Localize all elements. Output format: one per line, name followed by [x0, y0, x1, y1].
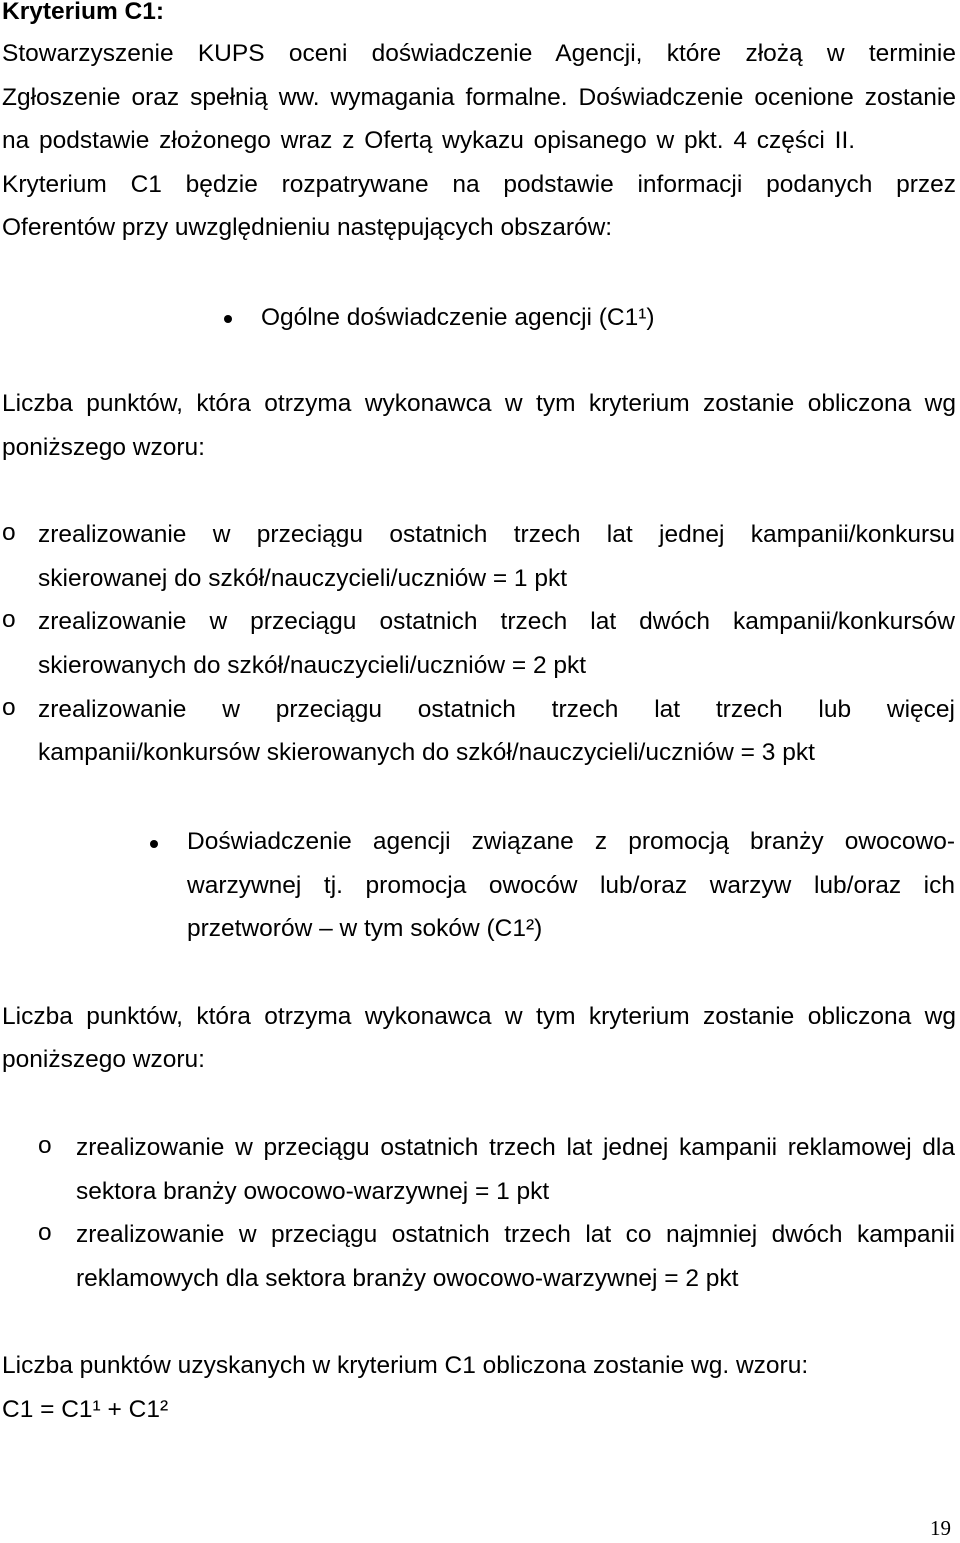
area-2-title-line-2: warzywnej tj. promocja owoców lub/oraz warzyw lub/oraz ich	[187, 872, 955, 899]
bullet-icon	[224, 315, 232, 323]
area-1-points-line-1: Liczba punktów, która otrzyma wykonawca w tym kryterium zostanie obliczona wg	[2, 390, 956, 417]
intro-line-4: Kryterium C1 będzie rozpatrywane na podstawie informacji podanych przez	[2, 171, 956, 198]
item-line-1: zrealizowanie w przeciągu ostatnich trzech lat jednej kampanii reklamowej dla	[76, 1134, 955, 1161]
item-line-2: kampanii/konkursów skierowanych do szkół/nauczycieli/uczniów = 3 pkt	[38, 739, 815, 766]
item-line-2: sektora branży owocowo-warzywnej = 1 pkt	[76, 1178, 550, 1205]
item-line-1: zrealizowanie w przeciągu ostatnich trzech lat trzech lub więcej	[38, 696, 955, 723]
circle-bullet-icon: o	[38, 1132, 52, 1159]
area-1-points-line-2: poniższego wzoru:	[2, 434, 205, 461]
area-2-title-line-3: przetworów – w tym soków (C1²)	[187, 915, 543, 942]
area-2-title-line-1: Doświadczenie agencji związane z promocją branży owocowo-	[187, 828, 955, 855]
intro-line-2: Zgłoszenie oraz spełnią ww. wymagania formalne. Doświadczenie ocenione zostanie	[2, 84, 956, 111]
item-line-1: zrealizowanie w przeciągu ostatnich trzech lat dwóch kampanii/konkursów	[38, 608, 955, 635]
item-line-2: skierowanej do szkół/nauczycieli/uczniów = 1 pkt	[38, 565, 568, 592]
item-line-2: reklamowych dla sektora branży owocowo-warzywnej = 2 pkt	[76, 1265, 739, 1292]
circle-bullet-icon: o	[38, 1219, 52, 1246]
circle-bullet-icon: o	[2, 606, 16, 633]
item-line-1: zrealizowanie w przeciągu ostatnich trzech lat jednej kampanii/konkursu	[38, 521, 955, 548]
intro-line-1: Stowarzyszenie KUPS oceni doświadczenie Agencji, które złożą w terminie	[2, 40, 956, 67]
intro-line-3: na podstawie złożonego wraz z Ofertą wykazu opisanego w pkt. 4 części II.	[2, 127, 856, 154]
item-line-1: zrealizowanie w przeciągu ostatnich trzech lat co najmniej dwóch kampanii	[76, 1221, 955, 1248]
formula: C1 = C1¹ + C1²	[2, 1396, 169, 1423]
circle-bullet-icon: o	[2, 694, 16, 721]
area-2-points-line-1: Liczba punktów, która otrzyma wykonawca w tym kryterium zostanie obliczona wg	[2, 1003, 956, 1030]
area-1-title: Ogólne doświadczenie agencji (C1¹)	[261, 304, 655, 331]
summary-line: Liczba punktów uzyskanych w kryterium C1 obliczona zostanie wg. wzoru:	[2, 1352, 809, 1379]
circle-bullet-icon: o	[2, 519, 16, 546]
intro-line-5: Oferentów przy uwzględnieniu następujących obszarów:	[2, 214, 613, 241]
area-2-points-line-2: poniższego wzoru:	[2, 1046, 205, 1073]
page-number: 19	[930, 1516, 951, 1540]
bullet-icon	[150, 840, 158, 848]
item-line-2: skierowanych do szkół/nauczycieli/uczniów = 2 pkt	[38, 652, 587, 679]
criterion-heading: Kryterium C1:	[2, 0, 165, 25]
